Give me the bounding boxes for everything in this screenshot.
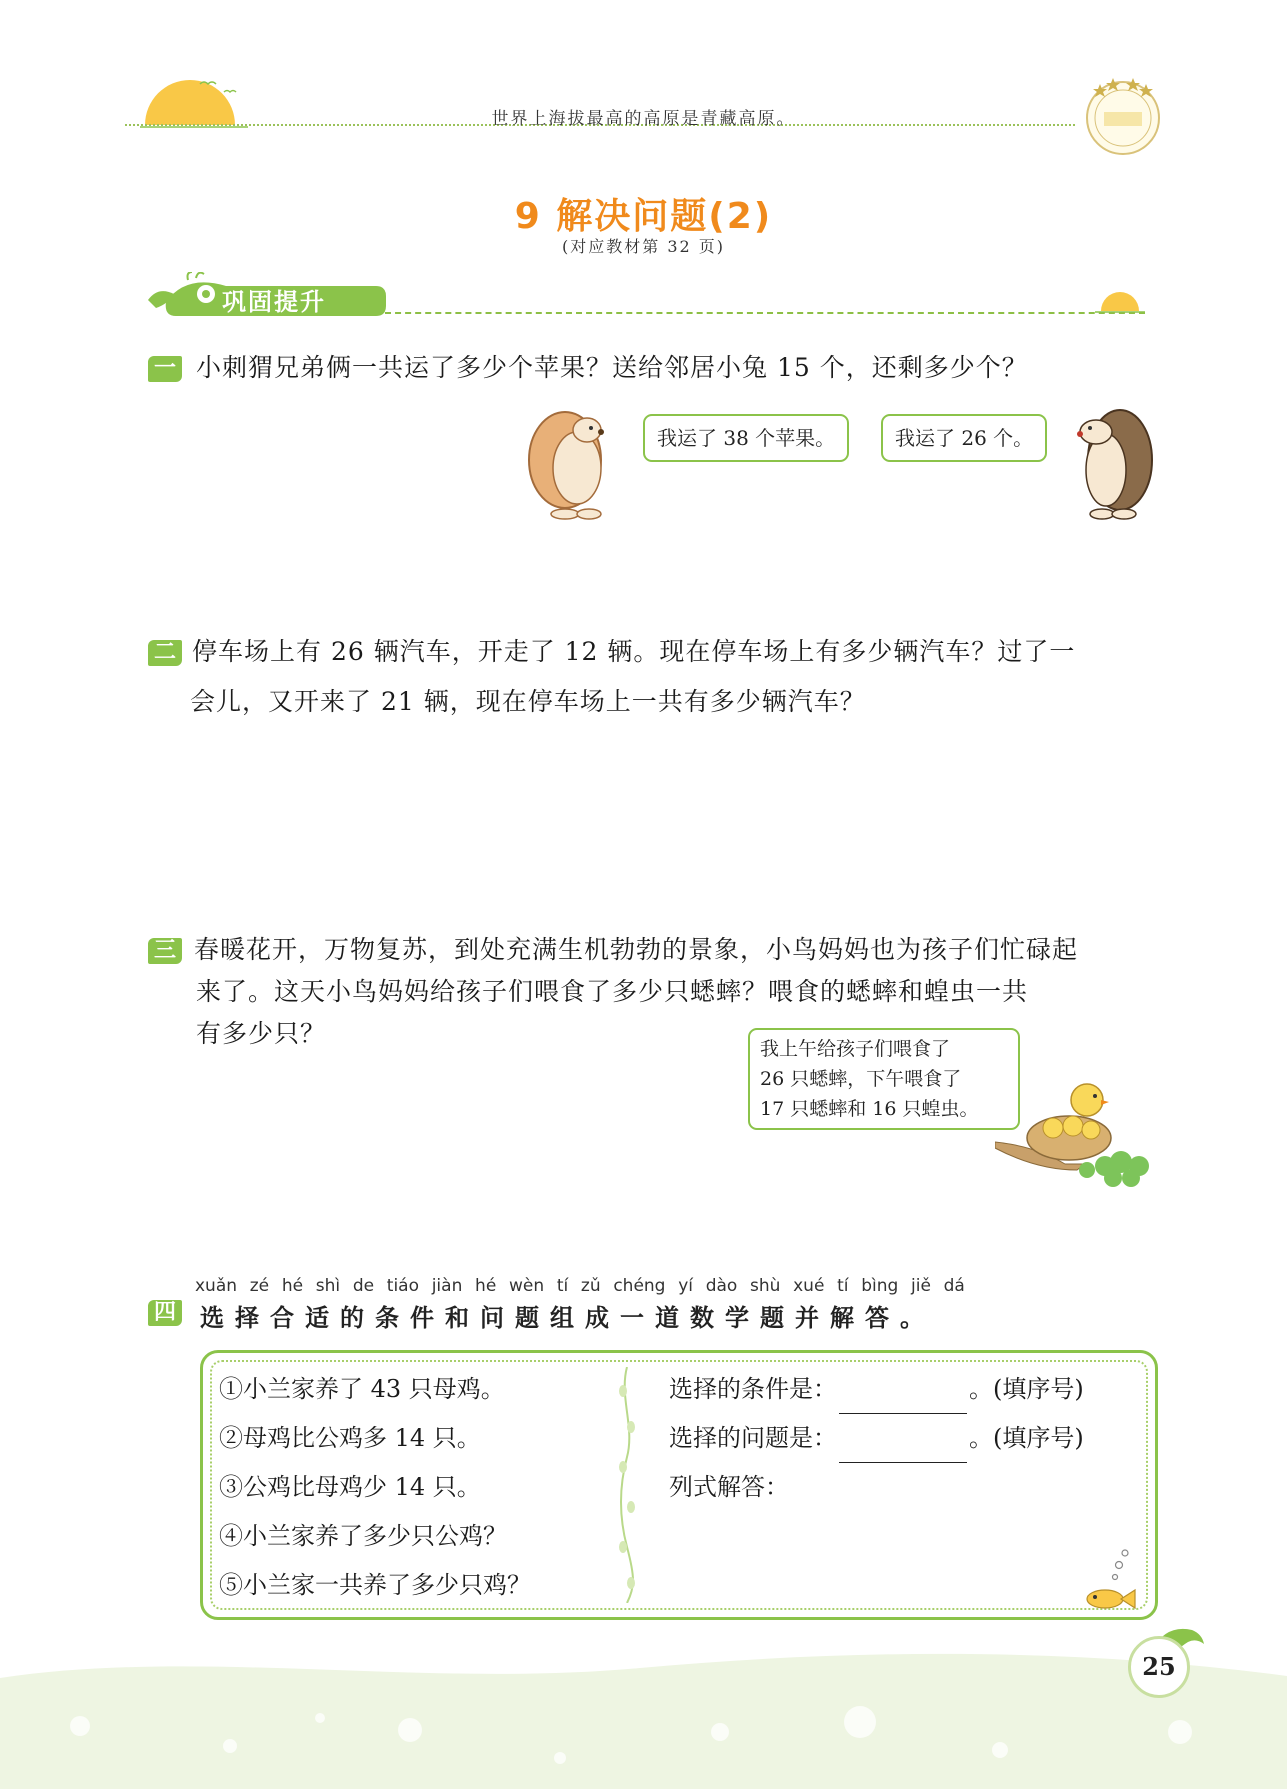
question-number-1: 一 (148, 356, 182, 382)
pinyin-syllable: xuǎn (195, 1276, 238, 1296)
page-number: 25 (1128, 1636, 1190, 1698)
question-number-3: 三 (148, 938, 182, 964)
pinyin-syllable: tí (556, 1276, 569, 1296)
small-sun-icon (1095, 285, 1145, 315)
page-title: 9 解决问题(2) (514, 196, 773, 237)
header-fact: 世界上海拔最高的高原是青藏高原。 (491, 109, 796, 129)
pinyin-syllable: hé (475, 1276, 497, 1296)
solve-label: 列式解答： (669, 1473, 789, 1501)
option-5: ⑤小兰家一共养了多少只鸡？ (219, 1571, 531, 1599)
condition-options-list (219, 1365, 531, 1610)
pinyin-syllable: tí (837, 1276, 849, 1296)
fish-icon (1085, 1545, 1149, 1611)
option-2: ②母鸡比公鸡多 14 只。 (219, 1424, 481, 1452)
question-number-4: 四 (148, 1300, 182, 1326)
bird-bubble-line-1: 我上午给孩子们喂食了 (760, 1038, 951, 1060)
bird-bubble-line-3: 17 只蟋蟀和 16 只蝗虫。 (760, 1098, 979, 1120)
option-1: ①小兰家养了 43 只母鸡。 (219, 1375, 505, 1403)
question-4-text: 选择合适的条件和问题组成一道数学题并解答。 (200, 1304, 935, 1332)
pinyin-syllable: dá (943, 1276, 965, 1296)
question-label: 选择的问题是： (669, 1424, 837, 1452)
speech-bubble-left: 我运了 38 个苹果。 (643, 414, 849, 462)
pinyin-syllable: xué (793, 1276, 825, 1296)
question-2-line-2: 会儿，又开来了 21 辆，现在停车场上一共有多少辆汽车？ (190, 687, 866, 716)
question-blank[interactable] (839, 1438, 967, 1463)
question-3-line-2: 来了。这天小鸟妈妈给孩子们喂食了多少只蟋蟀？喂食的蟋蟀和蝗虫一共 (196, 977, 1029, 1006)
vine-divider-icon (617, 1367, 637, 1603)
question-3-line-3: 有多少只？ (196, 1019, 327, 1048)
pinyin-syllable: dào (705, 1276, 738, 1296)
bird-nest-icon (995, 1070, 1155, 1190)
bird-speech-bubble (748, 1028, 1020, 1130)
section-label: 巩固提升 (222, 288, 326, 316)
question-fill-hint: 。(填序号) (969, 1424, 1084, 1452)
speech-bubble-right: 我运了 26 个。 (881, 414, 1047, 462)
pinyin-syllable: shì (315, 1276, 341, 1296)
answer-area (669, 1365, 1084, 1512)
pinyin-syllable: jiàn (431, 1276, 463, 1296)
condition-blank[interactable] (839, 1389, 967, 1414)
pinyin-syllable: chéng (613, 1276, 666, 1296)
question-4-box (200, 1350, 1158, 1620)
question-3-line-1: 春暖花开，万物复苏，到处充满生机勃勃的景象，小鸟妈妈也为孩子们忙碌起 (194, 935, 1079, 964)
bird-bubble-line-2: 26 只蟋蟀，下午喂食了 (760, 1068, 962, 1090)
publisher-logo-icon (1080, 72, 1166, 158)
question-row (669, 1414, 1084, 1463)
pinyin-syllable: bìng (861, 1276, 899, 1296)
pinyin-syllable: wèn (508, 1276, 545, 1296)
option-4: ④小兰家养了多少只公鸡？ (219, 1522, 507, 1550)
page-subtitle: (对应教材第 32 页) (561, 237, 726, 256)
pinyin-syllable: zé (249, 1276, 270, 1296)
pinyin-syllable: jiě (911, 1276, 931, 1296)
condition-label: 选择的条件是： (669, 1375, 837, 1403)
condition-row (669, 1365, 1084, 1414)
hedgehog-right-icon (1068, 398, 1156, 520)
pinyin-syllable: shù (750, 1276, 781, 1296)
condition-fill-hint: 。(填序号) (969, 1375, 1084, 1403)
pinyin-syllable: hé (281, 1276, 304, 1296)
question-4-pinyin (195, 1276, 965, 1296)
section-divider (385, 312, 1145, 314)
pinyin-syllable: tiáo (386, 1276, 419, 1296)
question-2-line-1: 停车场上有 26 辆汽车，开走了 12 辆。现在停车场上有多少辆汽车？过了一 (192, 637, 1076, 666)
pinyin-syllable: de (352, 1276, 375, 1296)
pinyin-syllable: yí (678, 1276, 693, 1296)
hedgehog-left-icon (525, 398, 615, 520)
question-1-text: 小刺猬兄弟俩一共运了多少个苹果？送给邻居小兔 15 个，还剩多少个？ (196, 353, 1028, 382)
question-number-2: 二 (148, 640, 182, 666)
pinyin-syllable: zǔ (580, 1276, 601, 1296)
option-3: ③公鸡比母鸡少 14 只。 (219, 1473, 481, 1501)
footer-wave-decoration (0, 1648, 1287, 1789)
